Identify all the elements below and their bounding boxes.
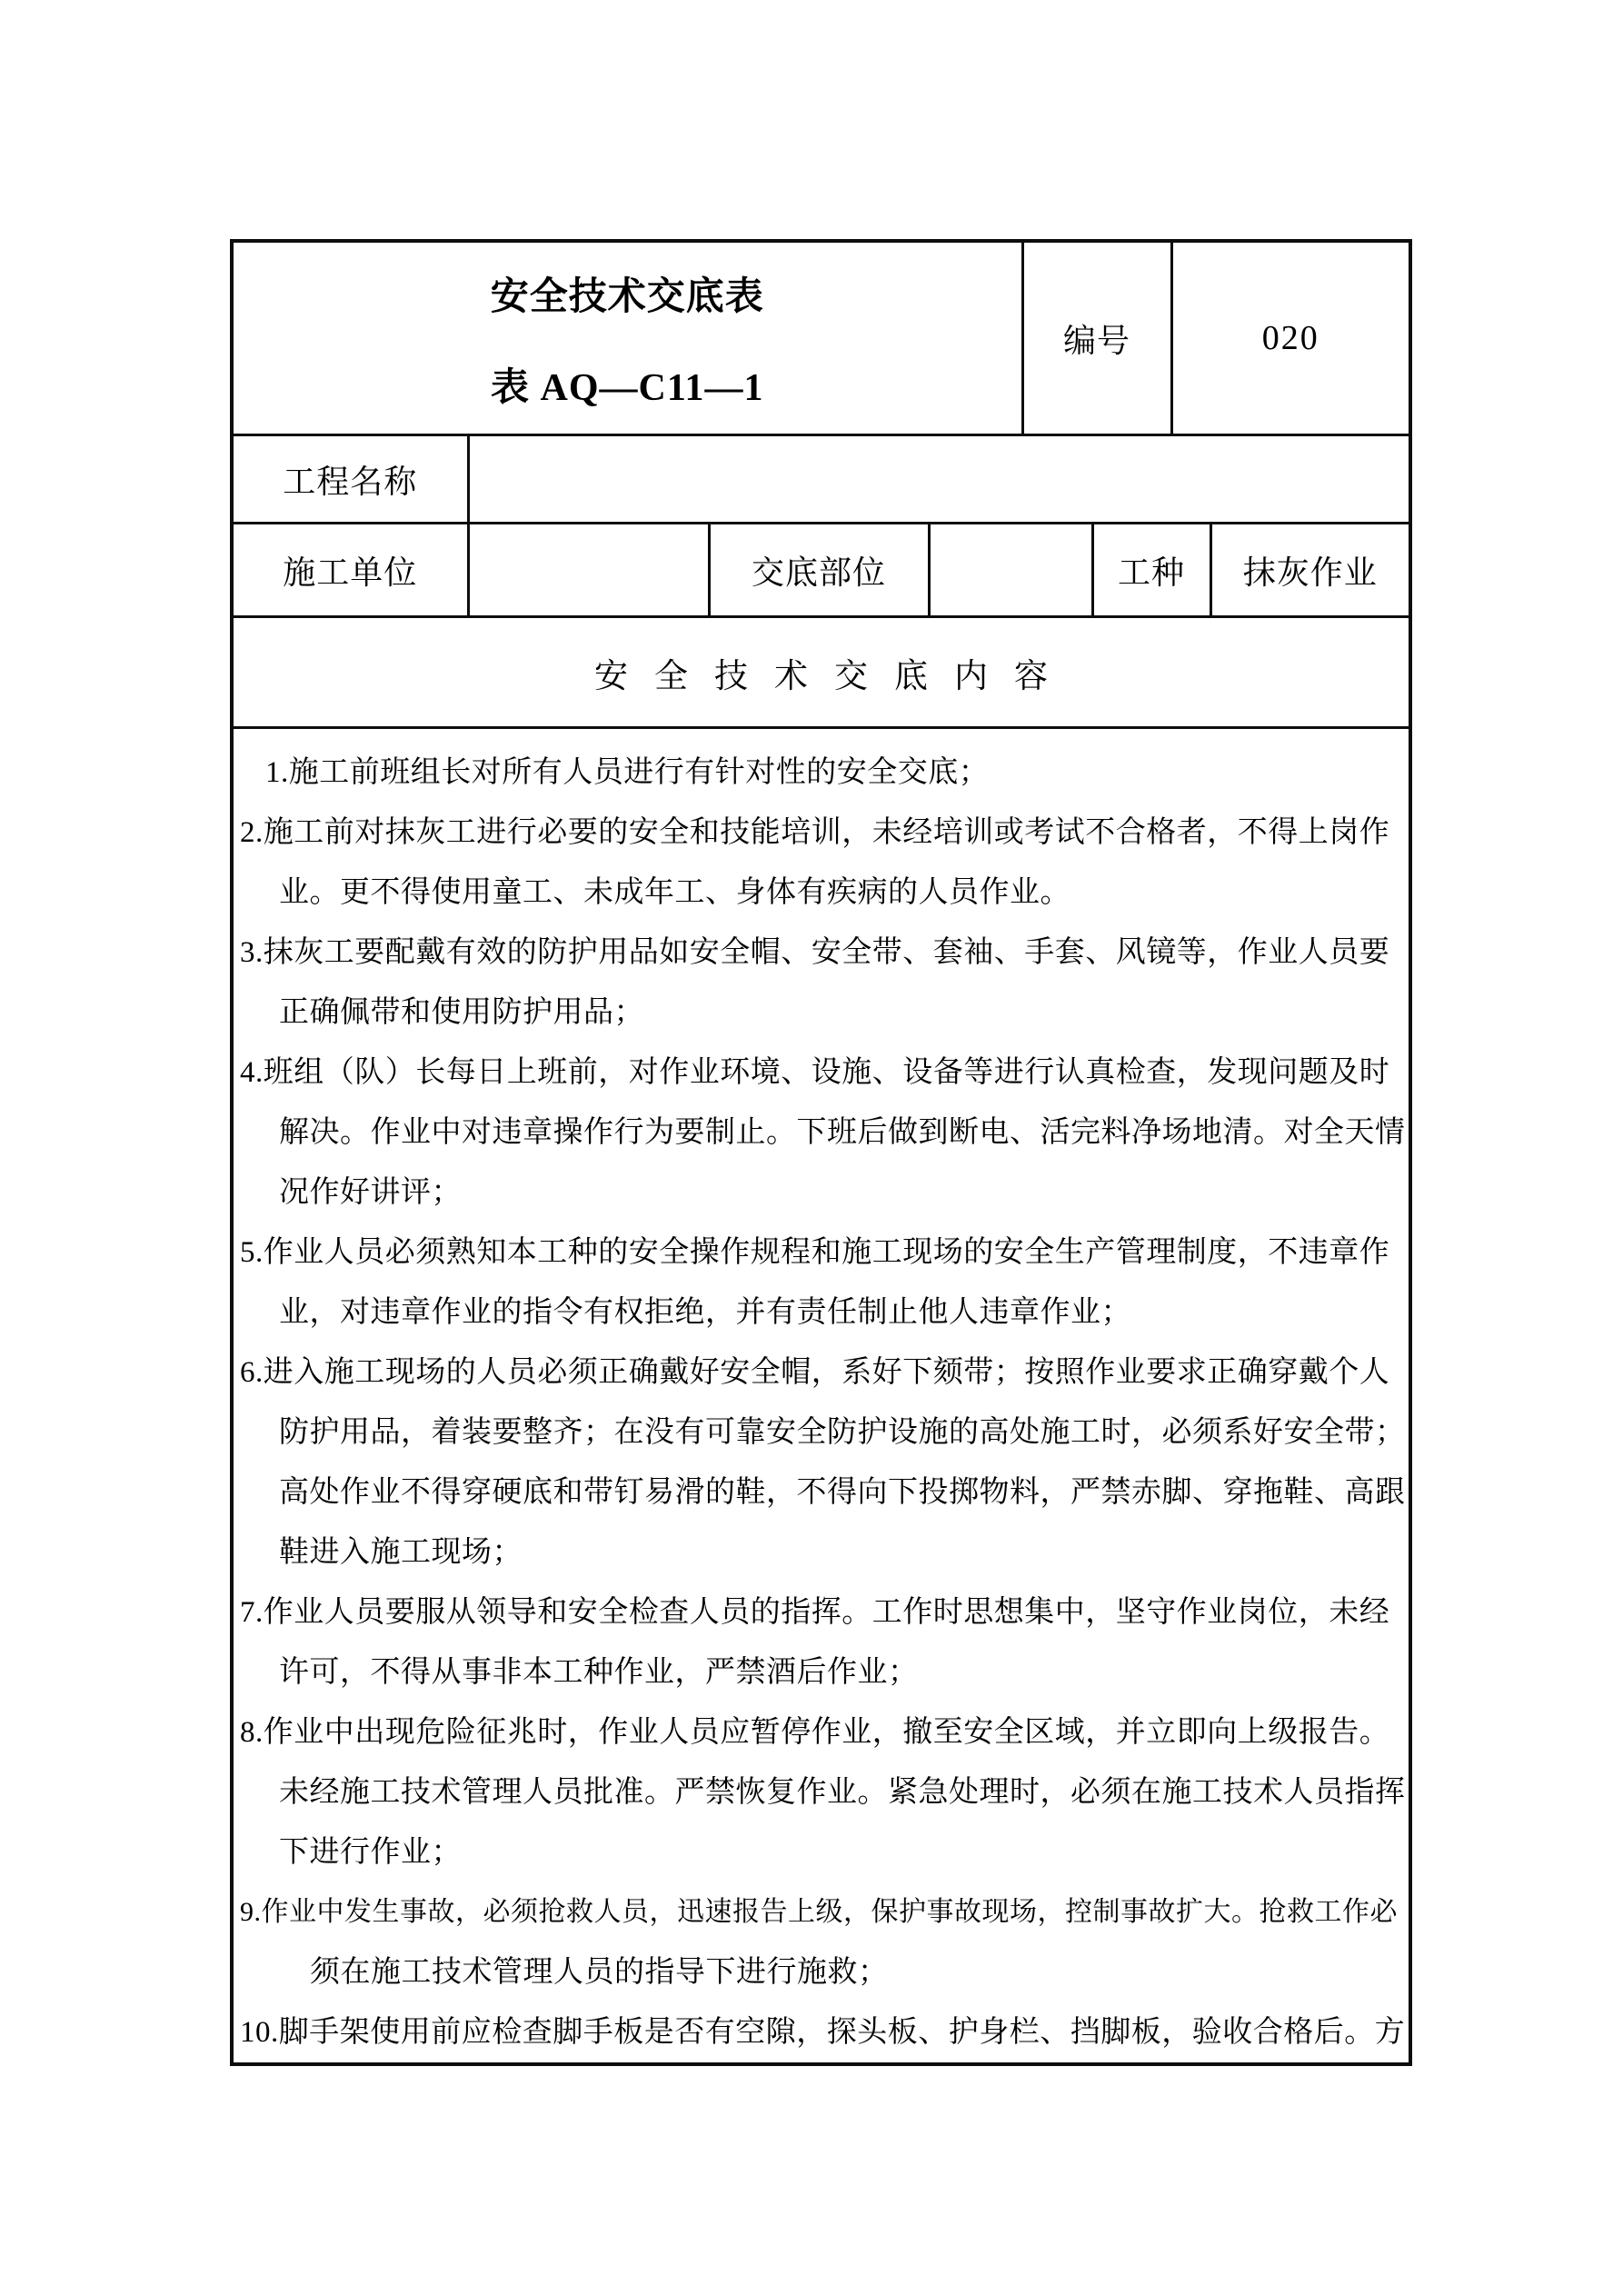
construction-unit-value-cell	[468, 524, 709, 617]
content-line: 未经施工技术管理人员批准。严禁恢复作业。紧急处理时，必须在施工技术人员指挥	[279, 1776, 1406, 1809]
content-line: 防护用品，着装要整齐；在没有可靠安全防护设施的高处施工时，必须系好安全带；	[279, 1416, 1406, 1449]
work-type-value-cell: 抹灰作业	[1210, 524, 1410, 617]
content-line: 4.班组（队）长每日上班前，对作业环境、设施、设备等进行认真检查，发现问题及时	[240, 1056, 1390, 1089]
disclosure-part-label: 交底部位	[709, 524, 929, 617]
work-type-label: 工种	[1092, 524, 1210, 617]
content-line: 2.施工前对抹灰工进行必要的安全和技能培训，未经培训或考试不合格者，不得上岗作	[240, 816, 1390, 849]
content-line: 1.施工前班组长对所有人员进行有针对性的安全交底；	[265, 756, 990, 789]
content-lines	[234, 729, 1409, 2062]
content-line: 高处作业不得穿硬底和带钉易滑的鞋，不得向下投掷物料，严禁赤脚、穿拖鞋、高跟	[279, 1476, 1406, 1509]
number-label-cell: 编号	[1022, 241, 1171, 435]
content-line: 正确佩带和使用防护用品；	[279, 996, 644, 1029]
content-line: 解决。作业中对违章操作行为要制止。下班后做到断电、活完料净场地清。对全天情	[279, 1116, 1406, 1149]
content-line: 7.作业人员要服从领导和安全检查人员的指挥。工作时思想集中，坚守作业岗位，未经	[240, 1596, 1390, 1629]
content-line: 8.作业中出现危险征兆时，作业人员应暂停作业，撤至安全区域，并立即向上级报告。	[240, 1716, 1390, 1749]
content-body-cell	[232, 728, 1410, 2065]
disclosure-part-value-cell	[929, 524, 1092, 617]
content-line: 5.作业人员必须熟知本工种的安全操作规程和施工现场的安全生产管理制度，不违章作	[240, 1236, 1390, 1269]
header-row	[232, 241, 1410, 435]
safety-disclosure-table	[230, 239, 1412, 2066]
form-title: 安全技术交底表	[490, 276, 764, 318]
content-line: 10.脚手架使用前应检查脚手板是否有空隙，探头板、护身栏、挡脚板，验收合格后。方	[240, 2016, 1406, 2049]
content-line: 许可，不得从事非本工种作业，严禁酒后作业；	[279, 1656, 919, 1689]
form-code: 表 AQ—C11—1	[491, 367, 764, 409]
content-line: 6.进入施工现场的人员必须正确戴好安全帽，系好下颏带；按照作业要求正确穿戴个人	[240, 1356, 1390, 1389]
project-name-row	[232, 435, 1410, 524]
content-line: 须在施工技术管理人员的指导下进行施救；	[310, 1956, 889, 1989]
construction-unit-row	[232, 524, 1410, 617]
project-name-label: 工程名称	[232, 435, 468, 524]
content-line: 况作好讲评；	[279, 1176, 462, 1209]
content-line: 业，对违章作业的指令有权拒绝，并有责任制止他人违章作业；	[279, 1296, 1131, 1329]
content-line: 3.抹灰工要配戴有效的防护用品如安全帽、安全带、套袖、手套、风镜等，作业人员要	[240, 936, 1390, 969]
content-header-row	[232, 617, 1410, 728]
content-body-row	[232, 728, 1410, 2065]
content-line: 业。更不得使用童工、未成年工、身体有疾病的人员作业。	[279, 876, 1070, 909]
content-line: 9.作业中发生事故，必须抢救人员，迅速报告上级，保护事故现场，控制事故扩大。抢救工作必	[240, 1897, 1398, 1927]
content-line: 下进行作业；	[279, 1836, 462, 1869]
form-title-cell	[232, 241, 1022, 435]
content-header: 安全技术交底内容	[232, 617, 1410, 728]
project-name-value-cell	[468, 435, 1410, 524]
number-value-cell: 020	[1171, 241, 1410, 435]
content-line: 鞋进入施工现场；	[279, 1536, 523, 1569]
construction-unit-label: 施工单位	[232, 524, 468, 617]
